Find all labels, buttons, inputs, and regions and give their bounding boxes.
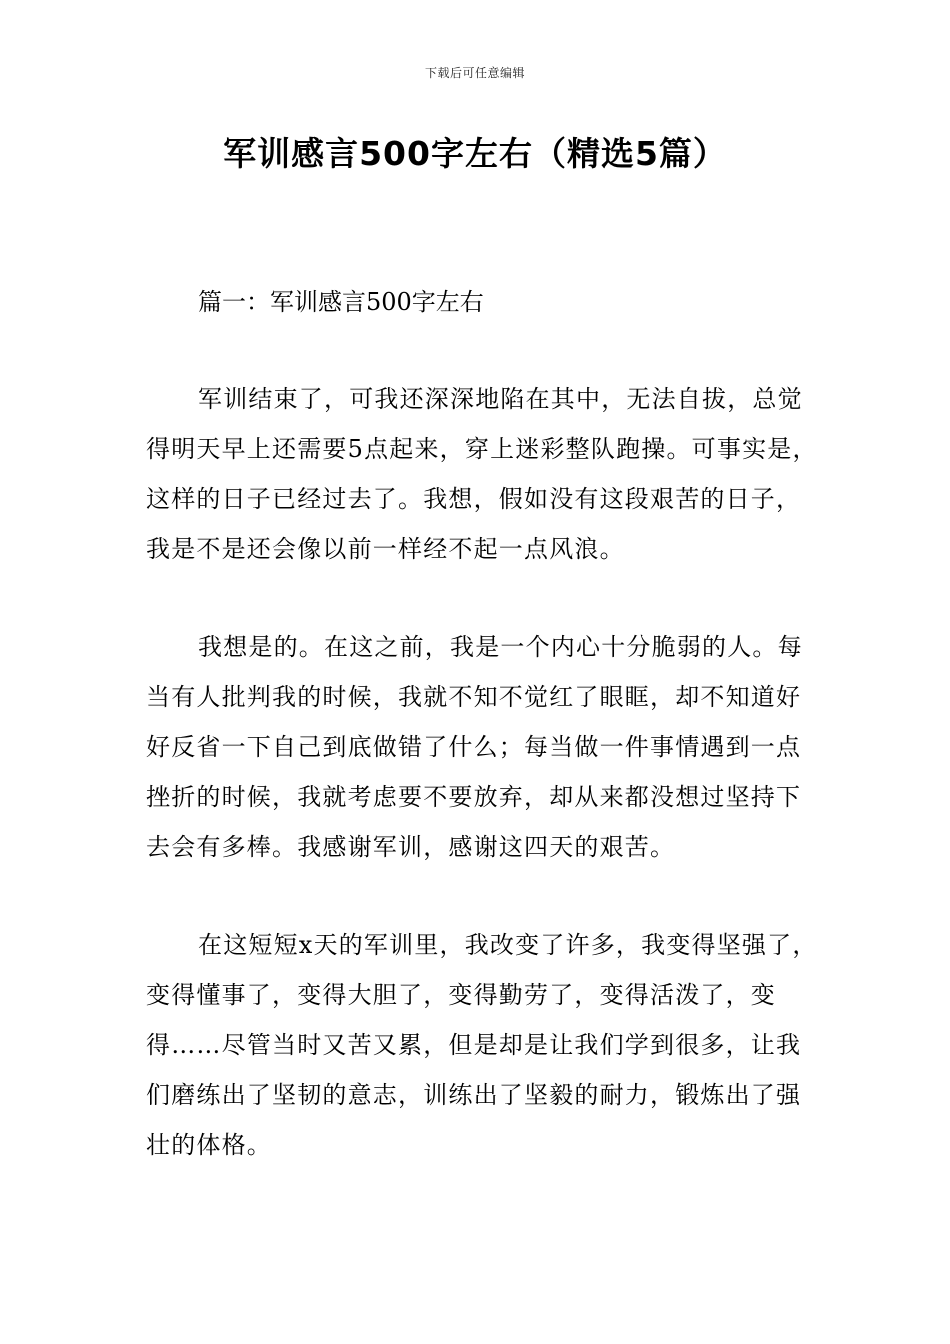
section-heading: 篇一：军训感言500字左右 [198, 288, 484, 316]
body-paragraph: 我想是的。在这之前，我是一个内心十分脆弱的人。每当有人批判我的时候，我就不知不觉红了眼眶，却不知道好好反省一下自己到底做错了什么；每当做一件事情遇到一点挫折的时候，我就考虑要不要放弃，却从来都没想过坚持下去会有多棒。我感谢军训，感谢这四天的艰苦。 [146, 633, 803, 861]
body-paragraph: 在这短短x天的军训里，我改变了许多，我变得坚强了，变得懂事了，变得大胆了，变得勤劳了，变得活泼了，变得……尽管当时又苦又累，但是却是让我们学到很多，让我们磨练出了坚韧的意志，训练出了坚毅的耐力，锻炼出了强壮的体格。 [146, 931, 818, 1159]
header-note: 下载后可任意编辑 [424, 66, 525, 80]
document-title: 军训感言500字左右（精选5篇） [223, 134, 727, 173]
body-paragraph: 军训结束了，可我还深深地陷在其中，无法自拔，总觉得明天早上还需要5点起来，穿上迷彩整队跑操。可事实是，这样的日子已经过去了。我想，假如没有这段艰苦的日子，我是不是还会像以前一样经不起一点风浪。 [146, 385, 818, 563]
